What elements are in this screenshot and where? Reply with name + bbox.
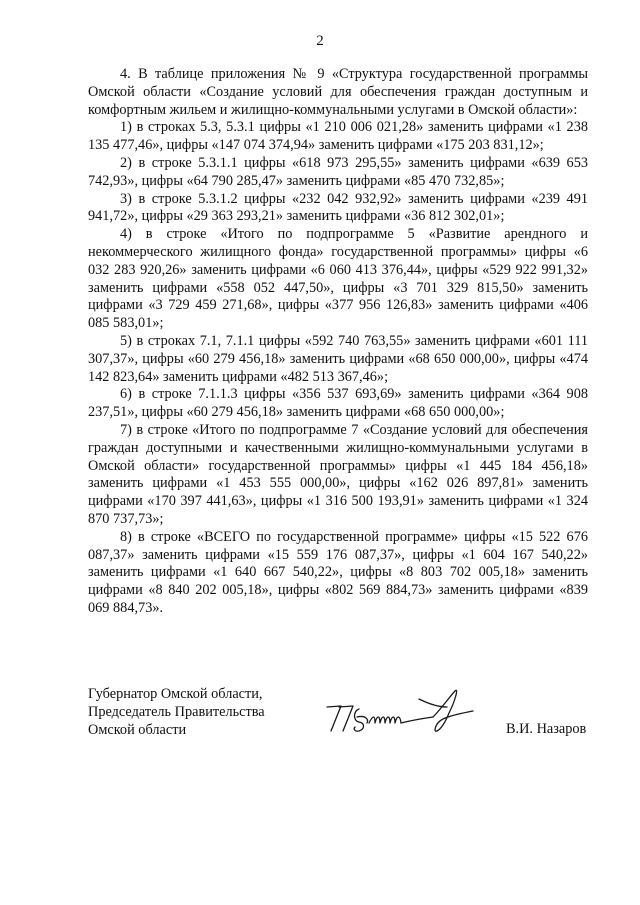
signer-title-line: Омской области [88, 722, 187, 738]
page-number: 2 [316, 33, 324, 49]
list-item: 6) в строке 7.1.1.3 цифры «356 537 693,69» заменить цифрами «364 908 237,51», цифры «60 279 456,18» заменить цифрами «68 650 000,00»; [88, 386, 588, 421]
signer-title-line: Председатель Правительства [88, 704, 265, 720]
signer-title-line: Губернатор Омской области, [88, 686, 263, 702]
intro-paragraph: 4. В таблице приложения № 9 «Структура государственной программы Омской области «Создание условий для обеспечения граждан доступным и комфортным жильем и жилищно-коммунальными услугами в Омской области»: [88, 66, 588, 118]
signer-title [88, 685, 265, 739]
list-item: 1) в строках 5.3, 5.3.1 цифры «1 210 006 021,28» заменить цифрами «1 238 135 477,46», цифры «147 074 374,94» заменить цифрами «175 203 831,12»; [88, 119, 588, 154]
list-item: 7) в строке «Итого по подпрограмме 7 «Создание условий для обеспечения граждан доступными и качественными жилищно-коммунальными услугами в Омской области» государственной программы» цифры «1 445 184 456,18» заменить цифрами «1 453 555 000,00», цифры «162 026 897,81» заменить цифрами «170 397 441,63», цифры «1 316 500 193,91» заменить цифрами «1 324 870 737,73»; [88, 421, 588, 527]
list-item: 2) в строке 5.3.1.1 цифры «618 973 295,55» заменить цифрами «639 653 742,93», цифры «64 790 285,47» заменить цифрами «85 470 732,85»; [88, 154, 588, 189]
list-item: 3) в строке 5.3.1.2 цифры «232 042 932,92» заменить цифрами «239 491 941,72», цифры «29 363 293,21» заменить цифрами «36 812 302,01»; [88, 190, 588, 225]
signer-name: В.И. Назаров [506, 721, 587, 737]
list-item: 4) в строке «Итого по подпрограмме 5 «Развитие арендного и некоммерческого жилищного фонда» государственной программы» цифры «6 032 283 920,26» заменить цифрами «6 060 413 376,44», цифры «529 922 991,32» заменить цифрами «558 052 447,50», цифры «3 701 329 815,50» заменить цифрами «3 729 459 271,68», цифры «377 956 126,83» заменить цифрами «406 085 583,01»; [88, 226, 588, 332]
handwritten-signature [323, 685, 483, 739]
signature-block [88, 685, 588, 755]
list-item: 8) в строке «ВСЕГО по государственной программе» цифры «15 522 676 087,37» заменить цифрами «15 559 176 087,37», цифры «1 604 167 540,22» заменить цифрами «1 640 667 540,22», цифры «8 803 702 005,18» заменить цифрами «8 840 202 005,18», цифры «802 569 884,73» заменить цифрами «839 069 884,73». [88, 528, 588, 616]
document-body [88, 66, 588, 618]
list-item: 5) в строках 7.1, 7.1.1 цифры «592 740 763,55» заменить цифрами «601 111 307,37», цифры «60 279 456,18» заменить цифрами «68 650 000,00», цифры «474 142 823,64» заменить цифрами «482 513 367,46»; [88, 332, 588, 385]
